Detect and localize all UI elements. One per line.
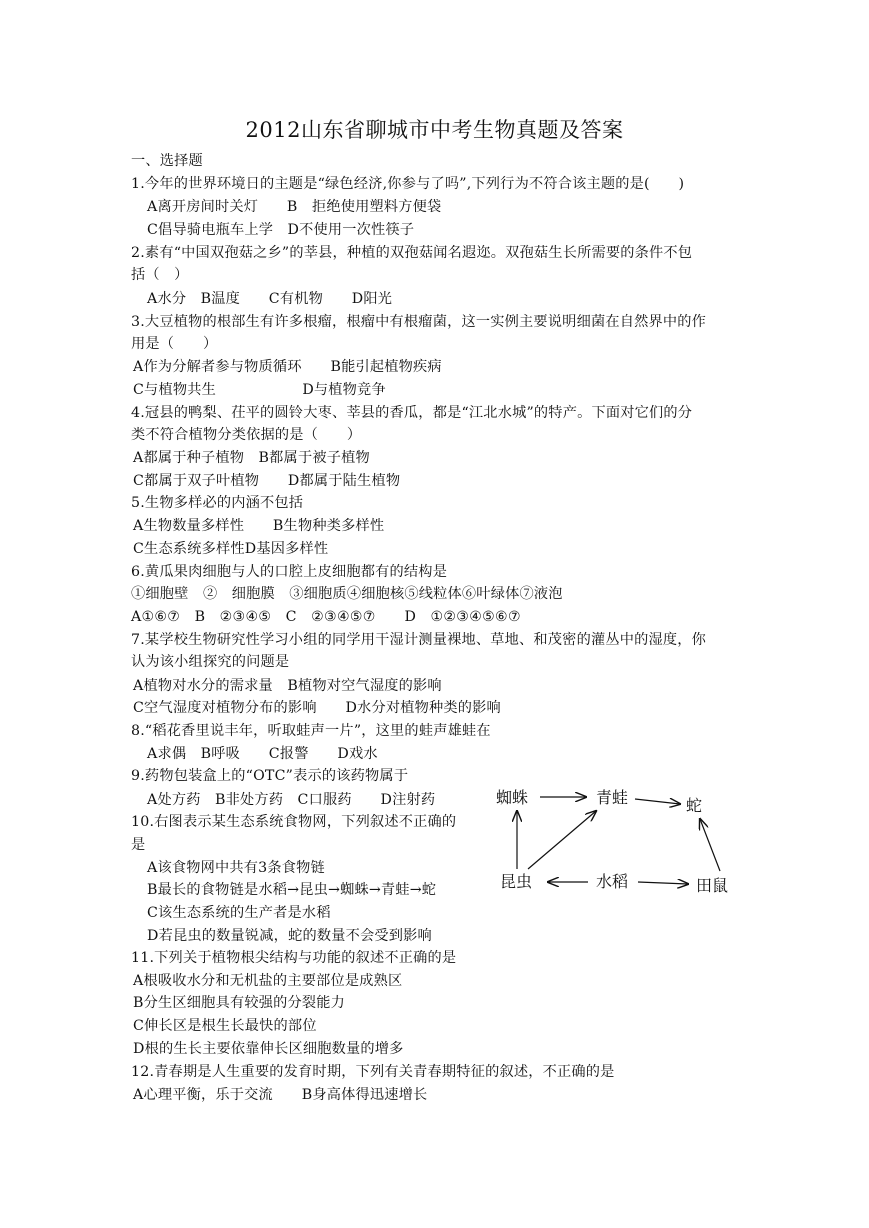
food-web-diagram — [492, 783, 742, 903]
q7-stem: 7.某学校生物研究性学习小组的同学用干湿计测量裸地、草地、和茂密的灌丛中的湿度，你 — [131, 632, 707, 648]
q1-options-ab: A离开房间时关灯 B 拒绝使用塑料方便袋 — [147, 199, 442, 215]
q4-stem-cont: 类不符合植物分类依据的是（ ） — [131, 427, 362, 443]
q9-options: A处方药 B非处方药 C口服药 D注射药 — [147, 792, 436, 808]
q10-option-a: A该食物网中共有3条食物链 — [147, 860, 325, 876]
node-spider: 蜘蛛 — [496, 788, 529, 807]
q8-stem: 8.“稻花香里说丰年，听取蛙声一片”，这里的蛙声雄蛙在 — [131, 723, 491, 739]
q10-stem: 10.右图表示某生态系统食物网，下列叙述不正确的 — [131, 814, 457, 830]
node-field-mouse: 田鼠 — [696, 876, 729, 895]
page-title: 2012山东省聊城市中考生物真题及答案 — [245, 118, 624, 142]
q4-stem: 4.冠县的鸭梨、茌平的圆铃大枣、莘县的香瓜，都是“江北水城”的特产。下面对它们的分 — [131, 405, 693, 421]
q7-options-ab: A植物对水分的需求量 B植物对空气湿度的影响 — [133, 678, 442, 694]
q6-options: A①⑥⑦ B ②③④⑤ C ②③④⑤⑦ D ①②③④⑤⑥⑦ — [131, 609, 521, 625]
q3-stem: 3.大豆植物的根部生有许多根瘤，根瘤中有根瘤菌，这一实例主要说明细菌在自然界中的作 — [131, 314, 707, 330]
arrow-frog-snake — [635, 799, 680, 804]
q11-stem: 11.下列关于植物根尖结构与功能的叙述不正确的是 — [131, 950, 457, 966]
q5-options-cd: C生态系统多样性D基因多样性 — [133, 541, 329, 557]
q1-stem: 1.今年的世界环境日的主题是“绿色经济,你参与了吗”,下列行为不符合该主题的是( ) — [131, 176, 685, 192]
node-insect: 昆虫 — [500, 872, 533, 891]
q7-options-cd: C空气湿度对植物分布的影响 D水分对植物种类的影响 — [133, 700, 501, 716]
q3-stem-cont: 用是（ ） — [131, 336, 218, 352]
q11-option-d: D根的生长主要依靠伸长区细胞数量的增多 — [133, 1041, 404, 1057]
q5-options-ab: A生物数量多样性 B生物种类多样性 — [133, 518, 385, 534]
q3-options-ab: A作为分解者参与物质循环 B能引起植物疾病 — [133, 359, 442, 375]
q8-options: A求偶 B呼吸 C报警 D戏水 — [147, 746, 378, 762]
arrow-rice-mouse — [638, 882, 688, 884]
q12-options-ab: A心理平衡，乐于交流 B身高体得迅速增长 — [133, 1087, 428, 1103]
q3-options-cd: C与植物共生 D与植物竞争 — [133, 382, 386, 398]
q6-stem: 6.黄瓜果肉细胞与人的口腔上皮细胞都有的结构是 — [131, 564, 448, 580]
q4-options-ab: A都属于种子植物 B都属于被子植物 — [133, 450, 370, 466]
q10-option-c: C该生态系统的生产者是水稻 — [147, 905, 331, 921]
q11-option-a: A根吸收水分和无机盐的主要部位是成熟区 — [133, 973, 403, 989]
q2-stem: 2.素有“中国双孢菇之乡”的莘县，种植的双孢菇闻名遐迩。双孢菇生长所需要的条件不包 — [131, 245, 693, 261]
q7-stem-cont: 认为该小组探究的问题是 — [131, 654, 290, 670]
node-rice: 水稻 — [596, 872, 629, 891]
q10-stem-cont: 是 — [131, 837, 146, 853]
arrow-mouse-snake — [700, 819, 720, 871]
q2-stem-cont: 括（ ） — [131, 267, 189, 283]
q6-structures: ①细胞壁 ② 细胞膜 ③细胞质④细胞核⑤线粒体⑥叶绿体⑦液泡 — [131, 586, 563, 602]
q11-option-c: C伸长区是根生长最快的部位 — [133, 1018, 317, 1034]
q5-stem: 5.生物多样必的内涵不包括 — [131, 495, 304, 511]
node-frog: 青蛙 — [596, 788, 629, 807]
q10-option-d: D若昆虫的数量锐减，蛇的数量不会受到影响 — [147, 928, 432, 944]
q9-stem: 9.药物包装盒上的“OTC”表示的该药物属于 — [131, 768, 409, 784]
q4-options-cd: C都属于双子叶植物 D都属于陆生植物 — [133, 473, 401, 489]
q2-options: A水分 B温度 C有机物 D阳光 — [147, 291, 393, 307]
arrow-insect-frog — [528, 811, 596, 869]
q12-stem: 12.青春期是人生重要的发育时期，下列有关青春期特征的叙述，不正确的是 — [131, 1064, 615, 1080]
q10-option-b: B最长的食物链是水稻→昆虫→蜘蛛→青蛙→蛇 — [147, 882, 437, 898]
q11-option-b: B分生区细胞具有较强的分裂能力 — [133, 995, 346, 1011]
node-snake: 蛇 — [686, 796, 703, 815]
q1-options-cd: C倡导骑电瓶车上学 D不使用一次性筷子 — [147, 222, 415, 238]
section-heading: 一、选择题 — [131, 153, 203, 169]
